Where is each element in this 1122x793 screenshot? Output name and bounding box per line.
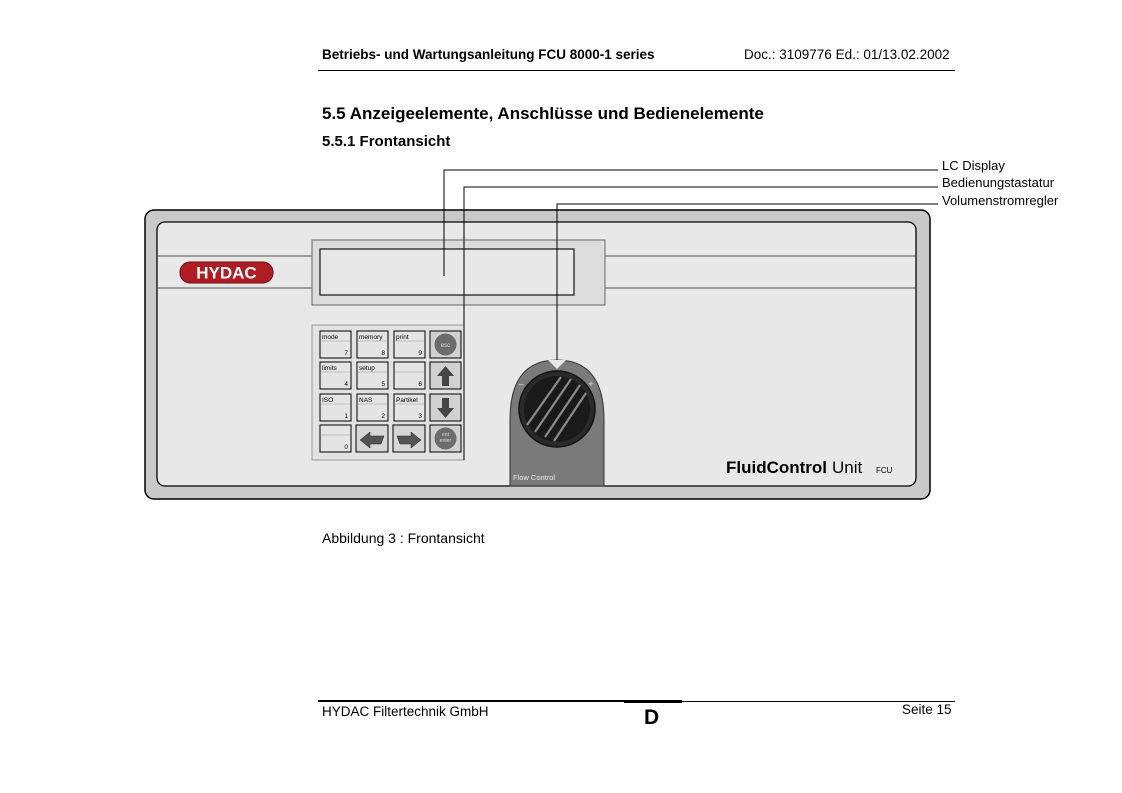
- keypad-key-label: memory: [359, 334, 383, 341]
- enter-key-label-1: ent: [442, 432, 449, 438]
- subsection-heading: 5.5.1 Frontansicht: [322, 133, 451, 150]
- esc-key-label: esc: [440, 343, 451, 349]
- doc-info: Doc.: 3109776 Ed.: 01/13.02.2002: [744, 47, 950, 62]
- footer-language: D: [644, 706, 660, 729]
- lc-display-screen: [320, 249, 574, 295]
- keypad-key-label: Partikel: [396, 397, 418, 404]
- keypad-key-number: 0: [344, 444, 348, 451]
- figure-caption: Abbildung 3 : Frontansicht: [322, 530, 485, 546]
- brand-bold: FluidControl: [726, 458, 828, 477]
- knob-plus: +: [588, 379, 594, 389]
- keypad-key-number: 5: [381, 381, 385, 388]
- flow-control-label: Flow Control: [513, 473, 556, 482]
- keypad-key-number: 9: [418, 350, 422, 357]
- keypad-key-number: 3: [418, 413, 422, 420]
- knob-minus: –: [518, 379, 524, 389]
- brand-small: FCU: [876, 466, 893, 475]
- keypad-key-label: print: [396, 334, 409, 341]
- footer-rule-left: [318, 700, 624, 702]
- hydac-logo-text: HYDAC: [196, 263, 257, 283]
- footer-rule-mid: [624, 700, 682, 703]
- keypad-key-number: 4: [344, 381, 348, 388]
- callout-flow-regulator: Volumenstromregler: [942, 193, 1059, 208]
- keypad-key-number: 8: [381, 350, 385, 357]
- keypad-key-number: 7: [344, 350, 348, 357]
- keypad-key-label: setup: [359, 365, 375, 372]
- section-heading: 5.5 Anzeigeelemente, Anschlüsse und Bedienelemente: [322, 104, 764, 123]
- doc-title: Betriebs- und Wartungsanleitung FCU 8000-1 series: [322, 47, 655, 62]
- footer-page: Seite 15: [902, 702, 952, 717]
- keypad-key-label: limits: [322, 365, 337, 372]
- callout-lc-display: LC Display: [942, 158, 1005, 173]
- keypad-key-label: NAS: [359, 397, 373, 404]
- keypad-key-number: 2: [381, 413, 385, 420]
- keypad-key-number: 6: [418, 381, 422, 388]
- enter-key-label-2: enter: [439, 438, 452, 444]
- keypad-key-label: mode: [322, 334, 339, 341]
- brand-regular: Unit: [832, 458, 863, 477]
- keypad-key-label: ISO: [322, 397, 334, 404]
- brand-text: [726, 458, 863, 477]
- callout-keypad: Bedienungstastatur: [942, 175, 1055, 190]
- keypad-key-number: 1: [344, 413, 348, 420]
- footer-company: HYDAC Filtertechnik GmbH: [322, 704, 489, 719]
